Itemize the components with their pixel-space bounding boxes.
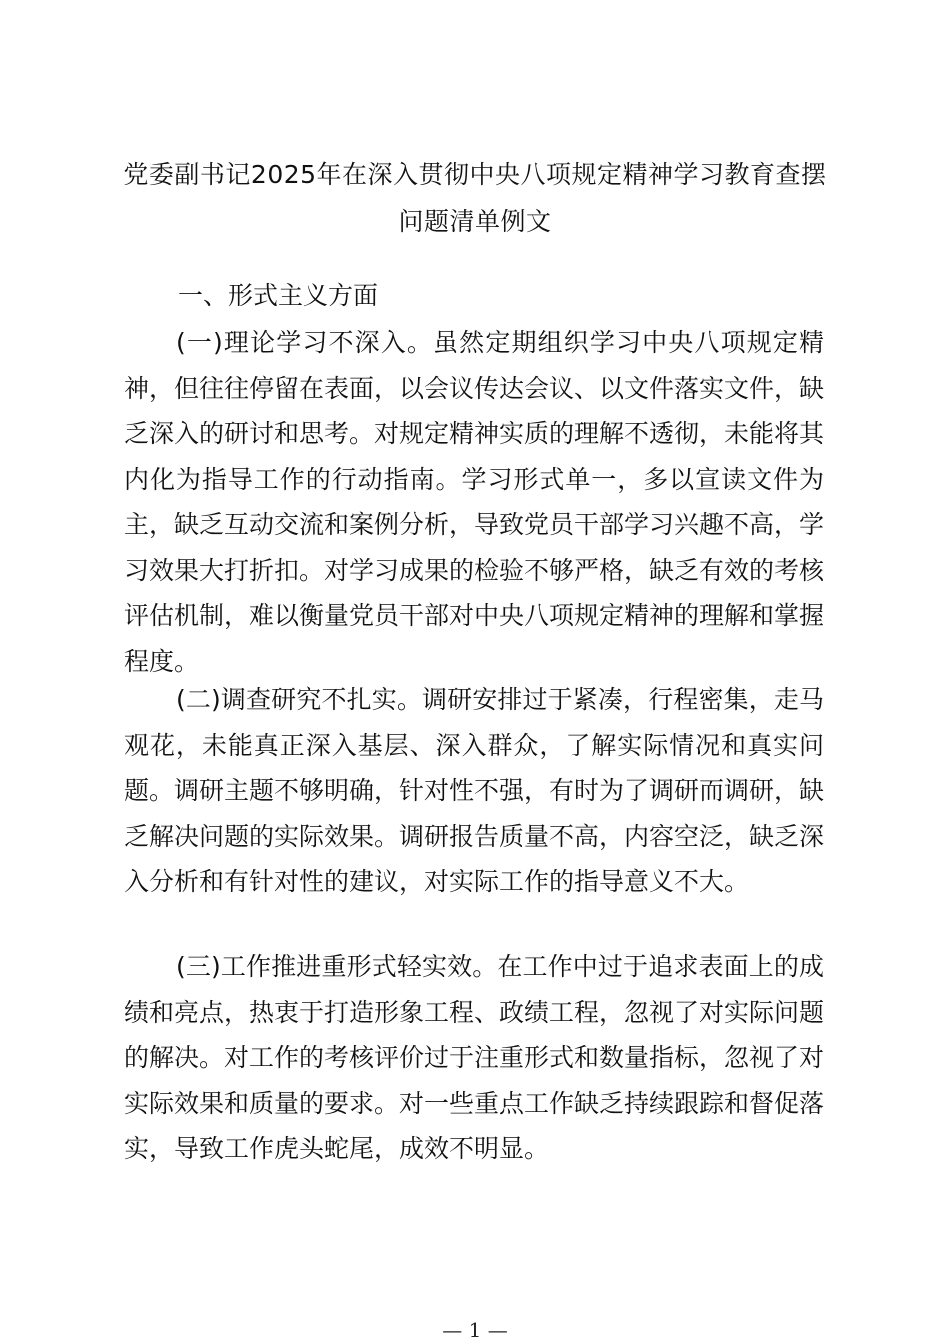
document-title-line1: 党委副书记2025年在深入贯彻中央八项规定精神学习教育查摆 [123, 160, 827, 189]
section-heading: 一、形式主义方面 [178, 281, 379, 310]
paragraph-theory-study: (一)理论学习不深入。虽然定期组织学习中央八项规定精神，但往往停留在表面，以会议传达会议、以文件落实文件，缺乏深入的研讨和思考。对规定精神实质的理解不透彻，未能将其内化为指导工作的行动指南。学习形式单一，多以宣读文件为主，缺乏互动交流和案例分析，导致党员干部学习兴趣不高，学习效果大打折扣。对学习成果的检验不够严格，缺乏有效的考核评估机制，难以衡量党员干部对中央八项规定精神的理解和掌握程度。 [124, 328, 825, 676]
document-title-line2: 问题清单例文 [398, 207, 552, 236]
page-number: — 1 — [442, 1318, 508, 1342]
paragraph-investigation-research: (二)调查研究不扎实。调研安排过于紧凑，行程密集，走马观花，未能真正深入基层、深入群众，了解实际情况和真实问题。调研主题不够明确，针对性不强，有时为了调研而调研，缺乏解决问题的实际效果。调研报告质量不高，内容空泛，缺乏深入分析和有针对性的建议，对实际工作的指导意义不大。 [124, 685, 825, 896]
paragraph-work-promotion: (三)工作推进重形式轻实效。在工作中过于追求表面上的成绩和亮点，热衷于打造形象工程、政绩工程，忽视了对实际问题的解决。对工作的考核评价过于注重形式和数量指标，忽视了对实际效果和质量的要求。对一些重点工作缺乏持续跟踪和督促落实，导致工作虎头蛇尾，成效不明显。 [124, 952, 825, 1163]
